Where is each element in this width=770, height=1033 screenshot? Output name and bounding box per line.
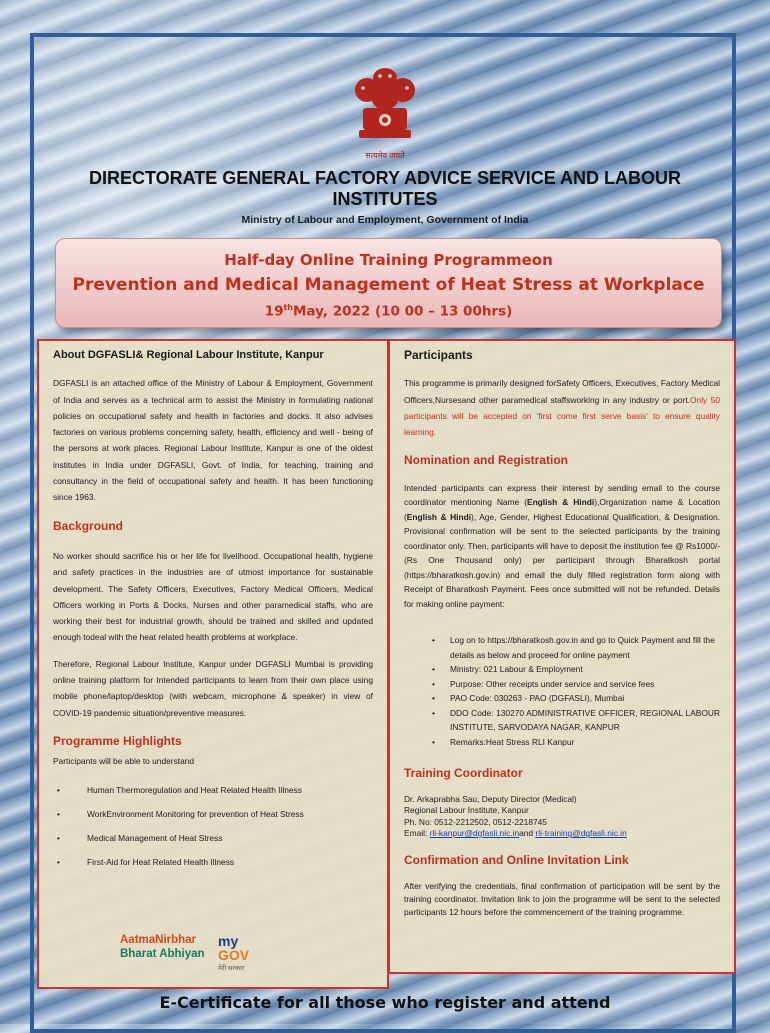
list-item: • First-Aid for Heat Related Health Illness	[53, 850, 373, 874]
confirmation-text: After verifying the credentials, final confirmation of participation will be sent by the training coordinator. Invitation link to join the programme will be sent to the selected participants 12 hours before the commencement of the training programme.	[404, 880, 720, 917]
aatmanirbhar-logo	[120, 934, 290, 974]
email-link-training[interactable]: rli-training@dgfasli.nic.in	[535, 828, 627, 839]
participants-desc: This programme is primarily designed forSafety Officers, Executives, Factory Medical Officers,Nursesand other paramedical staffsworking in any industry or port.	[404, 378, 720, 405]
nomination-b1: English & Hindi	[526, 497, 595, 508]
nomination-t3: ), Age, Gender, Highest Educational Qualification, & Designation. Provisional confirmation will be sent to the selected participants by the training coordinator only. Then, participants will have to deposit the institution fee @ Rs1000/- (Rs One Thousand only) per participant through Bharatkosh portal (https://bharatkosh.gov.in) and email the duly filled registration form along with Receipt of Bharatkosh Payment. Fees once submitted will not be refunded. Details for making online payment:	[404, 511, 720, 609]
programme-banner	[55, 238, 722, 328]
nomination-t2: ),Organization name & Location (	[404, 497, 720, 522]
list-item: • Log on to https://bharatkosh.gov.in and go to Quick Payment and fill the details as below and proceed for online payment	[404, 633, 720, 662]
organization-title: DIRECTORATE GENERAL FACTORY ADVICE SERVICE AND LABOUR INSTITUTES	[88, 168, 682, 209]
emblem-motto: सत्यमेव जयते	[365, 151, 405, 160]
payment-steps-list	[404, 633, 720, 749]
highlights-title: Programme Highlights	[53, 733, 182, 748]
date-day: 19	[264, 303, 284, 320]
background-para-1: No worker should sacrifice his or her life for livelihood. Occupational health, hygiene and safety practices in the industries are of utmost importance for sustainable development. The Safety Officers, Executives, Factory Medical Officers, Medical Officers working in Ports & Docks, Nurses and other paramedical staffs, who are working their best for industrial growth, should be trained and skilled and updated enough todeal with the heat related health problems at workplace.	[53, 550, 373, 643]
programme-type: Half-day Online Training Programmeon	[224, 251, 553, 269]
participants-text	[404, 375, 720, 440]
date-suffix: th	[283, 303, 293, 312]
about-text: DGFASLI is an attached office of the Ministry of Labour & Employment, Government of India and serves as a technical arm to assist the Ministry in formulating national policies on occupational safety and health in factories and docks. It also advises factories on various problems concerning safety, health, efficiency and well - being of the persons at work places. Regional Labour Institute, Kanpur is one of the oldest institutes in India under DGFASLI, Govt. of India, for teaching, training and consultancy in the field of occupational safety and health. It has been functioning since 1963.	[53, 378, 373, 503]
aatmanirbhar-text: AatmaNirbhar	[120, 934, 197, 946]
highlights-intro: Participants will be able to understand	[53, 756, 195, 767]
mygov-my: my	[218, 933, 239, 949]
email-link-kanpur[interactable]: rli-kanpur@dgfasli.nic.in	[429, 828, 520, 839]
list-item: • WorkEnvironment Monitoring for prevention of Heat Stress	[53, 802, 373, 826]
date-rest: May, 2022 (10 00 – 13 00hrs)	[293, 303, 513, 320]
list-item: • DDO Code: 130270 ADMINISTRATIVE OFFICER, REGIONAL LABOUR INSTITUTE, SARVODAYA NAGAR, KANPUR	[404, 706, 720, 735]
background-title: Background	[53, 518, 124, 533]
nomination-t1: Intended participants can express their interest by sending email to the course coordinator mentioning Name (	[404, 482, 720, 508]
coordinator-details	[404, 794, 720, 840]
list-item: • PAO Code: 030263 - PAO (DGFASLI), Mumbai	[404, 691, 720, 706]
coordinator-name: Dr. Arkaprabha Sau, Deputy Director (Medical)	[404, 793, 577, 804]
coordinator-email	[404, 828, 720, 840]
e-certificate-note: E-Certificate for all those who register and attend	[159, 993, 611, 1012]
coordinator-phone: Ph. No: 0512-2212502, 0512-2218745	[404, 816, 547, 827]
programme-date	[56, 303, 721, 320]
participants-title: Participants	[404, 348, 473, 362]
bharat-abhiyan-text: Bharat Abhiyan	[120, 948, 205, 960]
mygov-sub: मेरी सरकार	[218, 965, 245, 972]
nomination-b2: English & Hindi	[406, 511, 472, 522]
highlights-list	[53, 778, 373, 874]
participants-note: Only 50 participants will be accepted on 'first come first serve basis' to ensure quality learning.	[404, 394, 720, 438]
email-and: and	[519, 828, 536, 839]
nomination-text	[404, 481, 720, 612]
ministry-subtitle: Ministry of Labour and Employment, Government of India	[241, 214, 529, 226]
nomination-title: Nomination and Registration	[404, 453, 569, 468]
list-item: • Ministry: 021 Labour & Employment	[404, 662, 720, 677]
mygov-logo	[218, 934, 249, 976]
list-item: • Purpose: Other receipts under service and service fees	[404, 677, 720, 692]
mygov-gov: GOV	[218, 947, 250, 963]
about-title: About DGFASLI& Regional Labour Institute, Kanpur	[53, 349, 324, 361]
right-info-panel	[388, 339, 736, 974]
coordinator-title: Training Coordinator	[404, 766, 523, 781]
email-label: Email:	[404, 828, 430, 839]
left-info-panel	[37, 339, 389, 989]
programme-title: Prevention and Medical Management of Heat Stress at Workplace	[72, 275, 705, 295]
list-item: • Remarks:Heat Stress RLI Kanpur	[404, 735, 720, 750]
list-item: • Medical Management of Heat Stress	[53, 826, 373, 850]
coordinator-org: Regional Labour Institute, Kanpur	[404, 805, 529, 816]
list-item: • Human Thermoregulation and Heat Related Health Illness	[53, 778, 373, 802]
confirmation-title: Confirmation and Online Invitation Link	[404, 852, 629, 867]
background-para-2: Therefore, Regional Labour Institute, Kanpur under DGFASLI Mumbai is providing online training platform for Intended participants to learn from their own place using mobile phone/laptop/desktop (with webcam, microphone & speaker) in view of COVID-19 pandemic situation/preventive measures.	[53, 658, 373, 718]
